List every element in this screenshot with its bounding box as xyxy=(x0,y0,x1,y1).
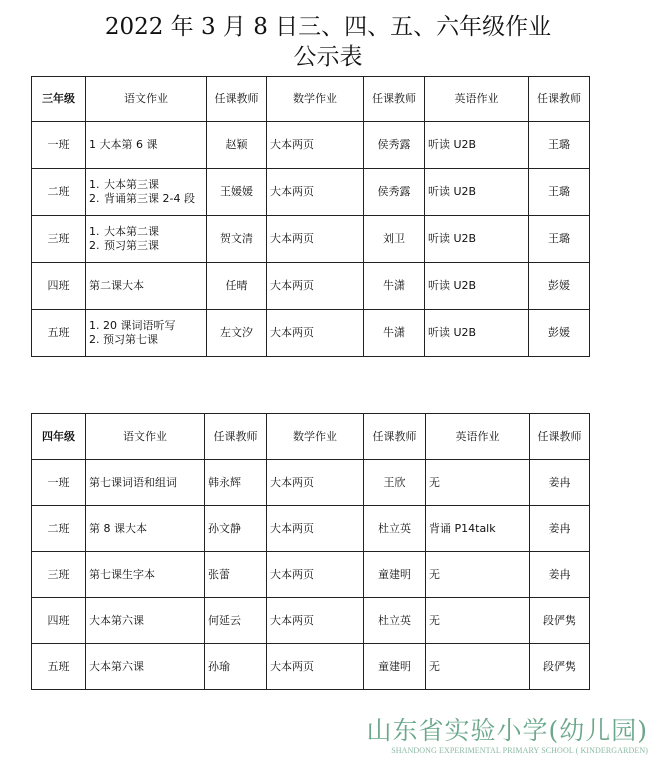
english-teacher: 姜冉 xyxy=(530,552,590,598)
class-name: 三班 xyxy=(32,216,86,263)
math-teacher: 杜立英 xyxy=(364,598,426,644)
table-row xyxy=(32,552,590,598)
english-homework: 无 xyxy=(426,644,530,690)
english-teacher: 彭媛 xyxy=(529,263,590,310)
english-homework: 听读 U2B xyxy=(425,122,529,169)
chinese-homework: 第七课生字本 xyxy=(86,552,205,598)
homework-item: 1. 大本第三课 xyxy=(89,178,159,191)
math-homework: 大本两页 xyxy=(267,506,364,552)
english-homework: 无 xyxy=(426,552,530,598)
table-row xyxy=(32,598,590,644)
english-homework: 无 xyxy=(426,460,530,506)
column-header: 任课教师 xyxy=(207,77,267,122)
english-teacher: 段俨隽 xyxy=(530,598,590,644)
chinese-teacher: 张蕾 xyxy=(205,552,267,598)
homework-item: 2. 预习第三课 xyxy=(89,239,159,252)
chinese-homework xyxy=(86,169,207,216)
chinese-teacher: 何延云 xyxy=(205,598,267,644)
table-row xyxy=(32,122,590,169)
column-header: 任课教师 xyxy=(530,414,590,460)
column-header: 任课教师 xyxy=(529,77,590,122)
english-homework: 听读 U2B xyxy=(425,169,529,216)
page-title: 2022 年 3 月 8 日三、四、五、六年级作业 xyxy=(104,14,552,40)
math-teacher: 牛潇 xyxy=(364,263,425,310)
english-teacher: 姜冉 xyxy=(530,460,590,506)
column-header: 数学作业 xyxy=(267,77,364,122)
chinese-homework xyxy=(86,310,207,357)
table-row xyxy=(32,263,590,310)
chinese-teacher: 左文汐 xyxy=(207,310,267,357)
class-name: 四班 xyxy=(32,598,86,644)
homework-item-text: 背诵第三课 2-4 段 xyxy=(104,192,195,205)
math-homework: 大本两页 xyxy=(267,460,364,506)
homework-item xyxy=(89,319,203,333)
chinese-homework: 大本第六课 xyxy=(86,644,205,690)
english-homework: 无 xyxy=(426,598,530,644)
column-header: 数学作业 xyxy=(267,414,364,460)
column-header: 英语作业 xyxy=(426,414,530,460)
homework-item: 1. 大本第二课 xyxy=(89,225,159,238)
english-teacher: 王璐 xyxy=(529,122,590,169)
school-logo-subtitle: SHANDONG EXPERIMENTAL PRIMARY SCHOOL ( KINDERGARDEN) xyxy=(391,746,648,755)
column-header: 英语作业 xyxy=(425,77,529,122)
homework-item-text: 2. 预习第七课 xyxy=(89,333,158,346)
class-name: 三班 xyxy=(32,552,86,598)
class-name: 四班 xyxy=(32,263,86,310)
math-homework: 大本两页 xyxy=(267,552,364,598)
math-homework: 大本两页 xyxy=(267,644,364,690)
math-teacher: 杜立英 xyxy=(364,506,426,552)
chinese-teacher: 赵颖 xyxy=(207,122,267,169)
class-name: 五班 xyxy=(32,644,86,690)
school-logo-name: 山东省实验小学(幼儿园) xyxy=(366,716,648,745)
homework-item-text: 大本第二课 xyxy=(104,225,159,238)
column-header: 语文作业 xyxy=(86,77,207,122)
class-name: 一班 xyxy=(32,122,86,169)
class-name: 一班 xyxy=(32,460,86,506)
chinese-teacher: 贺文清 xyxy=(207,216,267,263)
grade3-table xyxy=(31,76,590,357)
column-header: 任课教师 xyxy=(205,414,267,460)
homework-item-text: 大本第三课 xyxy=(104,178,159,191)
table-row xyxy=(32,169,590,216)
chinese-teacher: 孙瑜 xyxy=(205,644,267,690)
math-teacher: 侯秀露 xyxy=(364,169,425,216)
english-teacher: 彭媛 xyxy=(529,310,590,357)
grade-label: 三年级 xyxy=(32,77,86,122)
table-row xyxy=(32,310,590,357)
table-row xyxy=(32,644,590,690)
english-teacher: 王璐 xyxy=(529,169,590,216)
math-homework: 大本两页 xyxy=(267,598,364,644)
table-row xyxy=(32,460,590,506)
english-homework: 听读 U2B xyxy=(425,216,529,263)
english-homework: 背诵 P14talk xyxy=(426,506,530,552)
chinese-homework: 大本第六课 xyxy=(86,598,205,644)
table-header-row xyxy=(32,77,590,122)
chinese-homework: 第 8 课大本 xyxy=(86,506,205,552)
table-row xyxy=(32,506,590,552)
english-teacher: 段俨隽 xyxy=(530,644,590,690)
chinese-homework: 第二课大本 xyxy=(86,263,207,310)
homework-item: 2. 背诵第三课 2-4 段 xyxy=(89,192,195,205)
school-logo-watermark xyxy=(356,716,648,755)
english-teacher: 姜冉 xyxy=(530,506,590,552)
column-header: 语文作业 xyxy=(86,414,205,460)
math-teacher: 童建明 xyxy=(364,644,426,690)
grade-label: 四年级 xyxy=(32,414,86,460)
math-homework: 大本两页 xyxy=(267,216,364,263)
table-header-row xyxy=(32,414,590,460)
math-homework: 大本两页 xyxy=(267,169,364,216)
homework-item xyxy=(89,333,203,347)
chinese-teacher: 王媛媛 xyxy=(207,169,267,216)
chinese-teacher: 韩永辉 xyxy=(205,460,267,506)
english-teacher: 王璐 xyxy=(529,216,590,263)
grade4-table xyxy=(31,413,590,690)
class-name: 二班 xyxy=(32,169,86,216)
math-teacher: 牛潇 xyxy=(364,310,425,357)
homework-item-text: 预习第三课 xyxy=(104,239,159,252)
math-teacher: 刘卫 xyxy=(364,216,425,263)
math-homework: 大本两页 xyxy=(267,310,364,357)
class-name: 五班 xyxy=(32,310,86,357)
column-header: 任课教师 xyxy=(364,77,425,122)
chinese-teacher: 孙文静 xyxy=(205,506,267,552)
math-teacher: 王欣 xyxy=(364,460,426,506)
math-homework: 大本两页 xyxy=(267,122,364,169)
english-homework: 听读 U2B xyxy=(425,263,529,310)
chinese-homework: 第七课词语和组词 xyxy=(86,460,205,506)
math-homework: 大本两页 xyxy=(267,263,364,310)
homework-item-text: 1. 20 课词语听写 xyxy=(89,319,176,332)
class-name: 二班 xyxy=(32,506,86,552)
page-subtitle: 公示表 xyxy=(293,44,363,70)
chinese-homework xyxy=(86,216,207,263)
chinese-teacher: 任晴 xyxy=(207,263,267,310)
math-teacher: 童建明 xyxy=(364,552,426,598)
english-homework: 听读 U2B xyxy=(425,310,529,357)
chinese-homework: 1 大本第 6 课 xyxy=(86,122,207,169)
table-row xyxy=(32,216,590,263)
math-teacher: 侯秀露 xyxy=(364,122,425,169)
column-header: 任课教师 xyxy=(364,414,426,460)
